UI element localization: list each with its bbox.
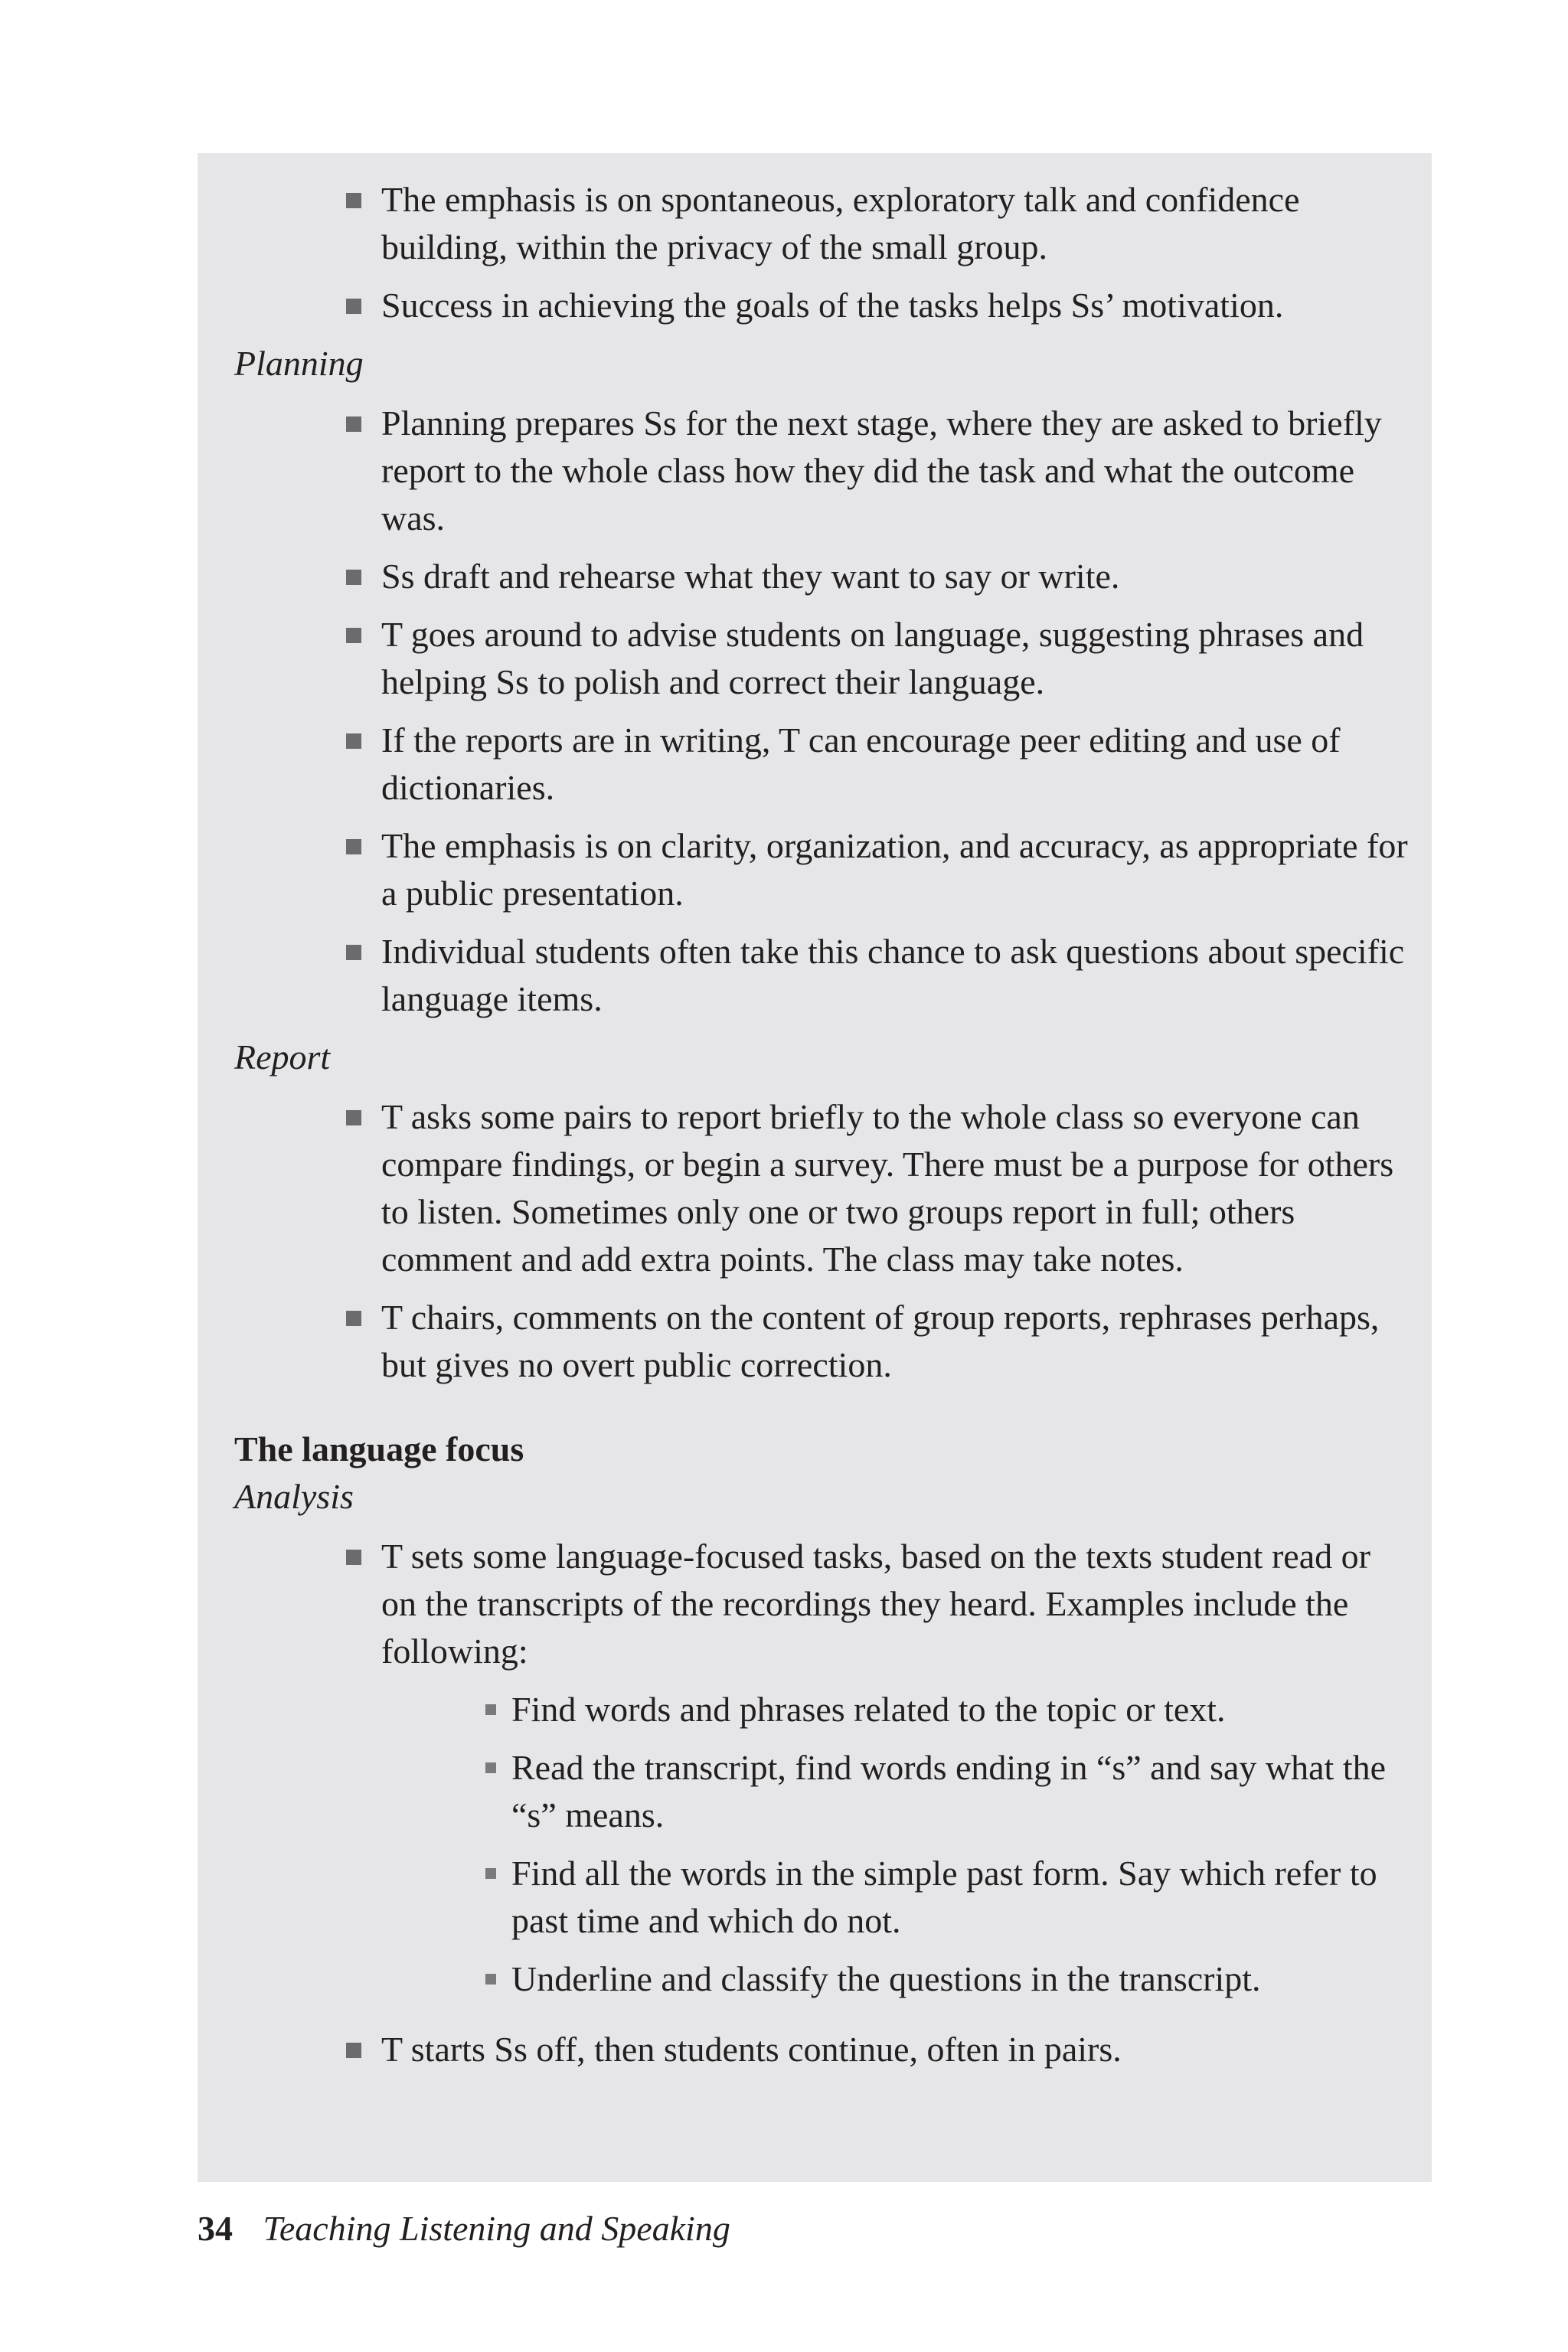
shaded-text-box xyxy=(198,153,1432,2182)
language-focus-heading: The language focus xyxy=(234,1429,524,1468)
list-item xyxy=(234,822,1413,917)
page-number: 34 xyxy=(198,2209,233,2248)
list-item xyxy=(234,176,1413,271)
sub-bullet-text: Find all the words in the simple past form. Say which refer to past time and which do not. xyxy=(511,1854,1377,1940)
page-footer xyxy=(198,2205,730,2252)
bullet-text: The emphasis is on clarity, organization, and accuracy, as appropriate for a public presentation. xyxy=(381,826,1408,913)
bullet-text: Planning prepares Ss for the next stage, where they are asked to briefly report to the whole class how they did the task and what the outcome was. xyxy=(381,403,1382,537)
analysis-bullet-list xyxy=(234,1533,1413,2073)
bullet-text: If the reports are in writing, T can encourage peer editing and use of dictionaries. xyxy=(381,720,1341,807)
list-item xyxy=(234,1533,1413,2003)
list-item xyxy=(234,282,1413,329)
bullet-text: T starts Ss off, then students continue, often in pairs. xyxy=(381,2030,1122,2069)
square-bullet-icon xyxy=(346,945,361,960)
bullet-text: T sets some language-focused tasks, based on the texts student read or on the transcripts of the recordings they heard. Examples include the following: xyxy=(381,1537,1370,1671)
square-bullet-icon xyxy=(346,628,361,643)
report-bullet-list xyxy=(234,1093,1413,1389)
report-heading: Report xyxy=(234,1037,331,1076)
list-item xyxy=(234,611,1413,706)
small-square-bullet-icon xyxy=(485,1704,496,1715)
list-item xyxy=(234,553,1413,600)
planning-heading: Planning xyxy=(234,344,364,383)
sub-bullet-text: Read the transcript, find words ending in “s” and say what the “s” means. xyxy=(511,1748,1387,1834)
bullet-text: The emphasis is on spontaneous, exploratory talk and confidence building, within the privacy of the small group. xyxy=(381,180,1300,266)
small-square-bullet-icon xyxy=(485,1868,496,1879)
square-bullet-icon xyxy=(346,416,361,432)
bullet-text: Success in achieving the goals of the tasks helps Ss’ motivation. xyxy=(381,286,1284,325)
square-bullet-icon xyxy=(346,570,361,585)
square-bullet-icon xyxy=(346,1550,361,1565)
list-item xyxy=(234,1093,1413,1283)
top-bullet-list xyxy=(234,176,1413,329)
list-item xyxy=(234,717,1413,812)
bullet-text: T goes around to advise students on language, suggesting phrases and helping Ss to polish and correct their language. xyxy=(381,615,1364,701)
square-bullet-icon xyxy=(346,733,361,749)
list-item xyxy=(234,400,1413,542)
running-title: Teaching Listening and Speaking xyxy=(263,2209,730,2248)
list-item xyxy=(234,928,1413,1023)
bullet-text: T asks some pairs to report briefly to the whole class so everyone can compare findings, or begin a survey. There must be a purpose for others to listen. Sometimes only one or two groups report in full; others comment and add extra points. The class may take notes. xyxy=(381,1097,1394,1279)
sub-list-item xyxy=(381,1744,1413,1839)
analysis-heading: Analysis xyxy=(234,1477,354,1516)
list-item xyxy=(234,1294,1413,1389)
sub-bullet-text: Underline and classify the questions in the transcript. xyxy=(511,1959,1261,1998)
list-item xyxy=(234,2026,1413,2073)
sub-list-item xyxy=(381,1850,1413,1945)
bullet-text: Individual students often take this chance to ask questions about specific language items. xyxy=(381,932,1405,1018)
square-bullet-icon xyxy=(346,1311,361,1326)
square-bullet-icon xyxy=(346,1110,361,1125)
bullet-text: Ss draft and rehearse what they want to say or write. xyxy=(381,557,1120,596)
bullet-text: T chairs, comments on the content of group reports, rephrases perhaps, but gives no overt public correction. xyxy=(381,1298,1380,1384)
small-square-bullet-icon xyxy=(485,1762,496,1773)
small-square-bullet-icon xyxy=(485,1974,496,1984)
sub-list-item xyxy=(381,1955,1413,2003)
sub-list-item xyxy=(381,1686,1413,1733)
square-bullet-icon xyxy=(346,299,361,314)
planning-bullet-list xyxy=(234,400,1413,1023)
box-content xyxy=(234,176,1413,2084)
square-bullet-icon xyxy=(346,839,361,854)
square-bullet-icon xyxy=(346,2043,361,2058)
sub-bullet-list xyxy=(381,1686,1413,2003)
sub-bullet-text: Find words and phrases related to the topic or text. xyxy=(511,1690,1226,1729)
square-bullet-icon xyxy=(346,193,361,208)
